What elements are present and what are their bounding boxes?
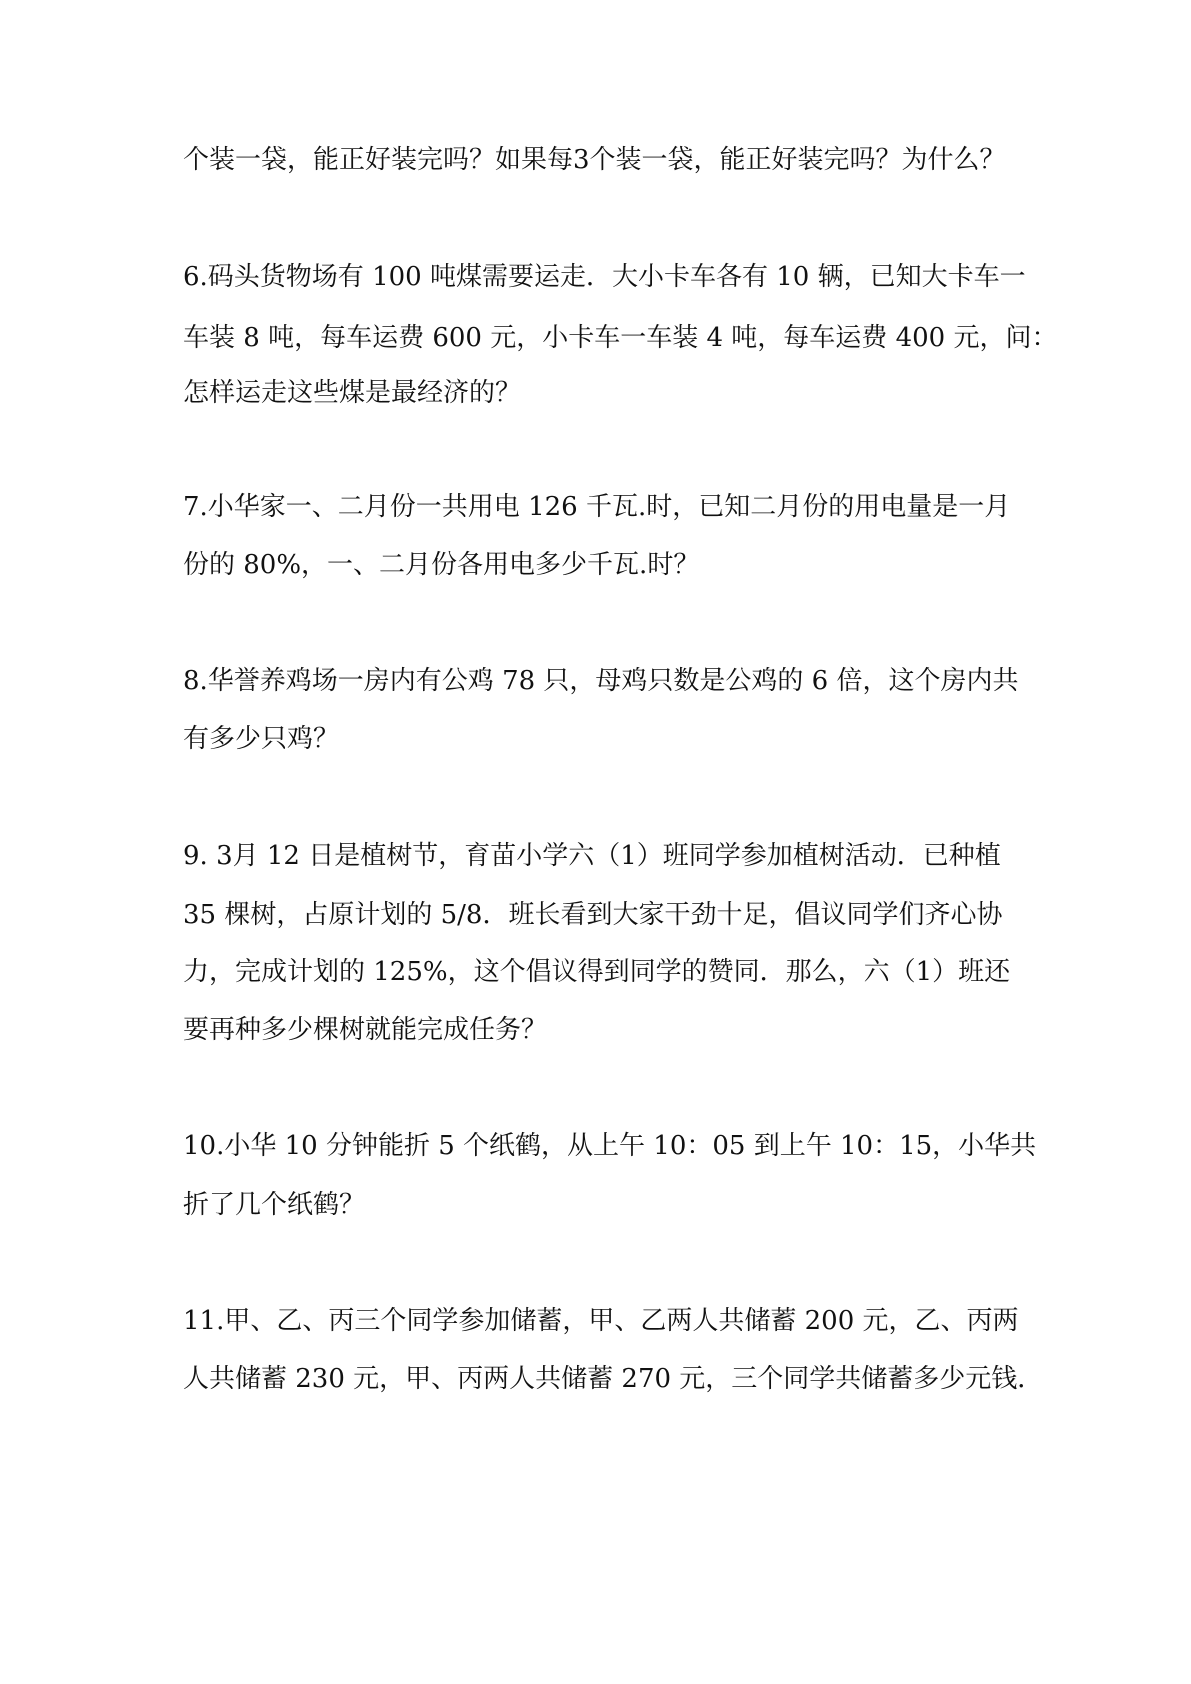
problem-11-line-2: 人共储蓄 230 元，甲、丙两人共储蓄 270 元，三个同学共储蓄多少元钱． bbox=[183, 1364, 1044, 1394]
problem-9-line-4: 要再种多少棵树就能完成任务？ bbox=[183, 1015, 548, 1045]
problem-6-line-2: 车装 8 吨，每车运费 600 元，小卡车一车装 4 吨，每车运费 400 元，问： bbox=[183, 323, 1058, 353]
problem-9-line-2: 35 棵树，占原计划的 5/8．班长看到大家干劲十足，倡议同学们齐心协 bbox=[183, 900, 1003, 930]
problem-9-line-1: 9. 3月 12 日是植树节，育苗小学六（1）班同学参加植树活动．已种植 bbox=[183, 841, 1001, 871]
problem-9-line-3: 力，完成计划的 125%，这个倡议得到同学的赞同．那么，六（1）班还 bbox=[183, 957, 1011, 987]
problem-10-line-2: 折了几个纸鹤？ bbox=[183, 1190, 366, 1220]
problem-8-line-2: 有多少只鸡？ bbox=[183, 724, 340, 754]
problem-5-line-1: 个装一袋，能正好装完吗？如果每3个装一袋，能正好装完吗？为什么？ bbox=[183, 145, 1006, 175]
problem-7-line-1: 7.小华家一、二月份一共用电 126 千瓦.时，已知二月份的用电量是一月 bbox=[183, 492, 1011, 522]
problem-11-line-1: 11.甲、乙、丙三个同学参加储蓄，甲、乙两人共储蓄 200 元，乙、丙两 bbox=[183, 1306, 1019, 1336]
problem-6-line-3: 怎样运走这些煤是最经济的？ bbox=[183, 378, 522, 408]
problem-10-line-1: 10.小华 10 分钟能折 5 个纸鹤，从上午 10：05 到上午 10：15，小华共 bbox=[183, 1131, 1037, 1161]
problem-8-line-1: 8.华誉养鸡场一房内有公鸡 78 只，母鸡只数是公鸡的 6 倍，这个房内共 bbox=[183, 666, 1019, 696]
problem-7-line-2: 份的 80%，一、二月份各用电多少千瓦.时？ bbox=[183, 550, 700, 580]
problem-6-line-1: 6.码头货物场有 100 吨煤需要运走．大小卡车各有 10 辆，已知大卡车一 bbox=[183, 262, 1026, 292]
